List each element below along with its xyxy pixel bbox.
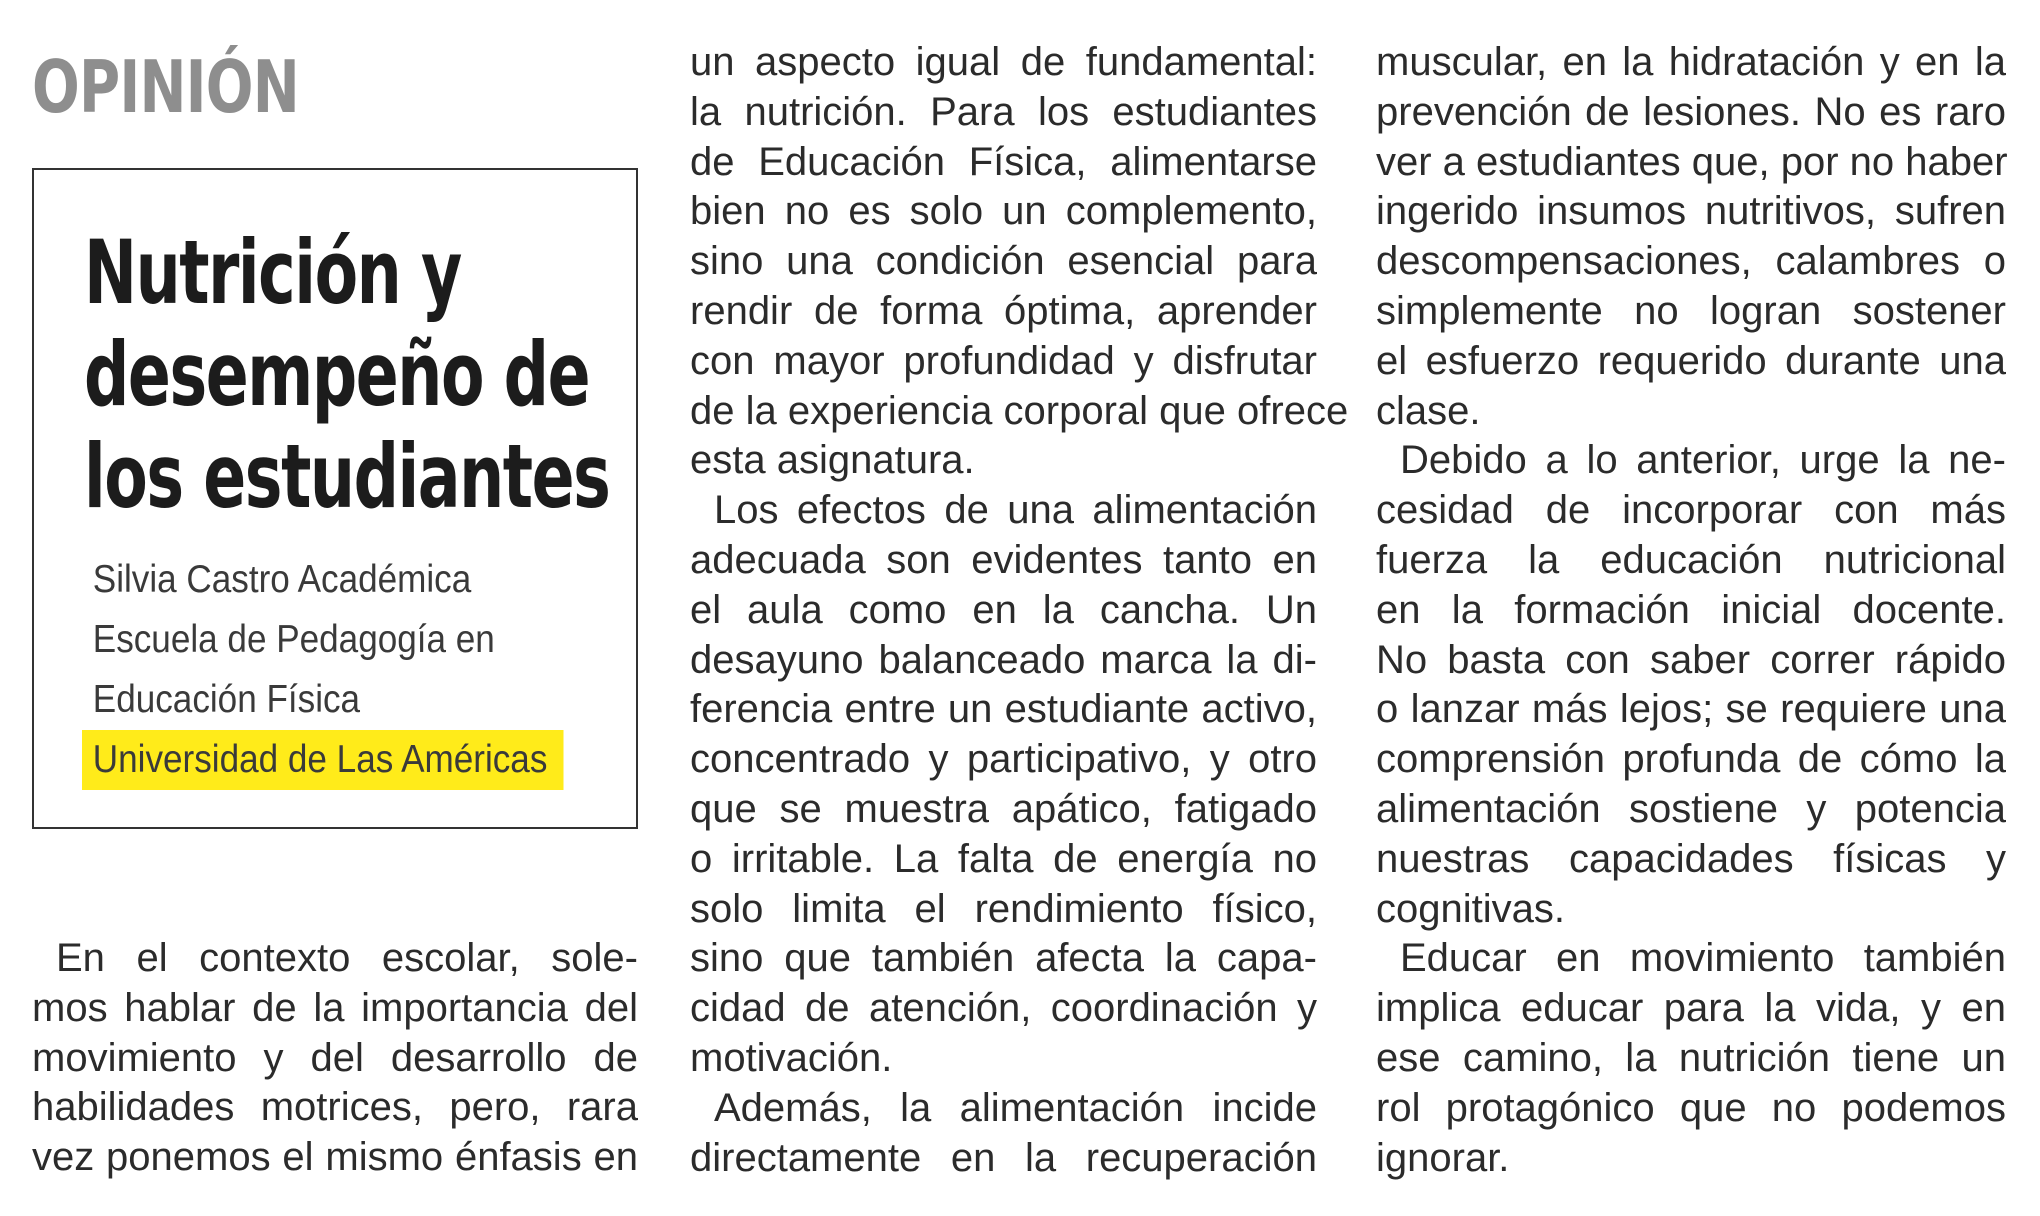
- article-column-2: [690, 38, 1349, 1183]
- article-line: descompensaciones, calambres o: [1376, 239, 2006, 284]
- article-line: bien no es solo un complemento,: [690, 189, 1317, 234]
- article-line: cognitivas.: [1376, 886, 1565, 931]
- article-line: muscular, en la hidratación y en la: [1376, 40, 2006, 84]
- byline-line: Educación Física: [92, 678, 361, 721]
- headline-box: [32, 168, 638, 829]
- article-line: esta asignatura.: [690, 438, 975, 483]
- article-line: un aspecto igual de fundamental:: [690, 40, 1317, 84]
- article-line: con mayor profundidad y disfrutar: [690, 338, 1317, 383]
- article-line: habilidades motrices, pero, rara: [32, 1085, 638, 1130]
- headline-line: desempeño de: [84, 323, 590, 426]
- article-line: solo limita el rendimiento físico,: [690, 886, 1317, 931]
- article-line: nuestras capacidades físicas y: [1376, 836, 2006, 881]
- article-line: que se muestra apático, fatigado: [690, 786, 1317, 831]
- article-line: Educar en movimiento también: [1400, 936, 2006, 981]
- article-line: de la experiencia corporal que ofrece: [690, 388, 1349, 433]
- byline: [82, 550, 617, 790]
- article-line: la nutrición. Para los estudiantes: [690, 89, 1317, 134]
- article-line: Además, la alimentación incide: [714, 1085, 1317, 1130]
- article-column-3: [1376, 38, 2006, 1183]
- article-line: alimentación sostiene y potencia: [1376, 786, 2006, 831]
- section-label: OPINIÓN: [32, 45, 299, 129]
- article-line: fuerza la educación nutricional: [1376, 537, 2006, 582]
- article-line: mos hablar de la importancia del: [32, 985, 638, 1030]
- article-line: ignorar.: [1376, 1135, 1510, 1180]
- byline-institution-highlight: Universidad de Las Américas: [82, 730, 564, 790]
- article-line: clase.: [1376, 388, 1481, 433]
- article-line: simplemente no logran sostener: [1376, 288, 2006, 333]
- article-line: movimiento y del desarrollo de: [32, 1035, 638, 1080]
- article-line: Los efectos de una alimentación: [714, 488, 1317, 533]
- article-line: cidad de atención, coordinación y: [690, 986, 1317, 1031]
- article-line: en la formación inicial docente.: [1376, 587, 2006, 632]
- article-column-1: [32, 934, 638, 1183]
- article-line: En el contexto escolar, sole-: [56, 936, 638, 980]
- article-line: No basta con saber correr rápido: [1376, 637, 2006, 682]
- article-line: prevención de lesiones. No es raro: [1376, 89, 2006, 134]
- article-line: cesidad de incorporar con más: [1376, 488, 2006, 533]
- article-line: vez ponemos el mismo énfasis en: [32, 1135, 638, 1180]
- article-line: o lanzar más lejos; se requiere una: [1376, 687, 2006, 732]
- article-line: implica educar para la vida, y en: [1376, 986, 2006, 1031]
- article-line: directamente en la recuperación: [690, 1135, 1317, 1180]
- article-line: concentrado y participativo, y otro: [690, 737, 1317, 782]
- article-line: ese camino, la nutrición tiene un: [1376, 1035, 2006, 1080]
- article-line: el aula como en la cancha. Un: [690, 587, 1317, 632]
- byline-line: Silvia Castro Académica: [92, 558, 472, 601]
- article-line: el esfuerzo requerido durante una: [1376, 338, 2006, 383]
- article-line: desayuno balanceado marca la di-: [690, 637, 1317, 682]
- article-line: sino que también afecta la capa-: [690, 936, 1317, 981]
- byline-line: Escuela de Pedagogía en: [92, 618, 495, 661]
- headline: [84, 222, 732, 528]
- article-line: adecuada son evidentes tanto en: [690, 537, 1317, 582]
- headline-line: Nutrición y: [84, 221, 461, 324]
- article-line: ver a estudiantes que, por no haber: [1376, 139, 2008, 184]
- article-line: Debido a lo anterior, urge la ne-: [1400, 438, 2006, 483]
- article-line: rol protagónico que no podemos: [1376, 1085, 2006, 1130]
- article-line: ingerido insumos nutritivos, sufren: [1376, 189, 2006, 234]
- article-line: de Educación Física, alimentarse: [690, 139, 1317, 184]
- article-line: rendir de forma óptima, aprender: [690, 288, 1317, 333]
- article-line: ferencia entre un estudiante activo,: [690, 687, 1317, 732]
- article-line: comprensión profunda de cómo la: [1376, 737, 2006, 782]
- article-line: sino una condición esencial para: [690, 239, 1317, 284]
- article-line: o irritable. La falta de energía no: [690, 836, 1317, 881]
- article-line: motivación.: [690, 1035, 893, 1080]
- headline-line: los estudiantes: [84, 425, 610, 528]
